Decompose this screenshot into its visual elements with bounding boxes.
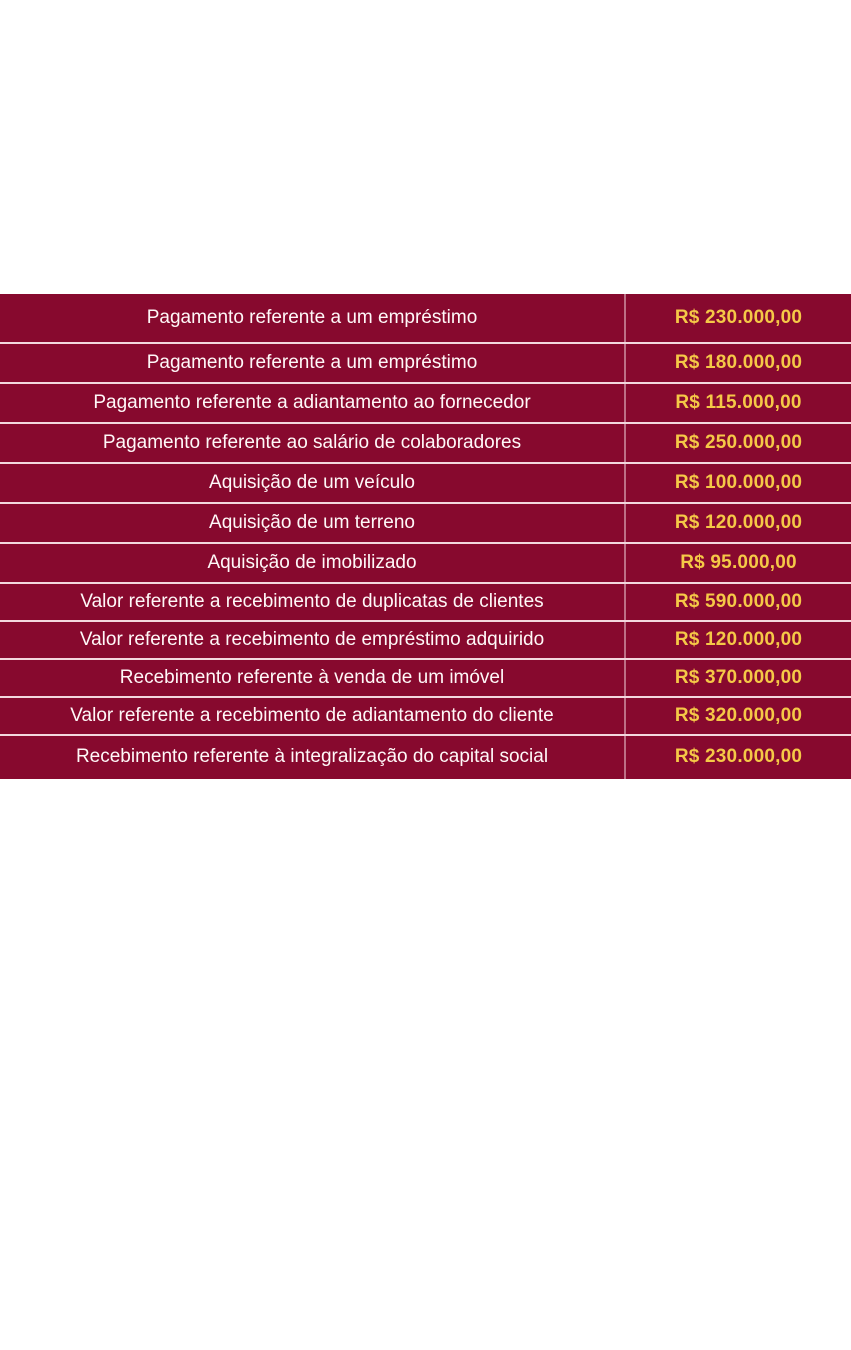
description-cell: Pagamento referente ao salário de colaboradores	[102, 431, 522, 453]
table-row	[0, 542, 851, 582]
description-cell: Pagamento referente a um empréstimo	[146, 306, 478, 328]
amount-cell: R$ 320.000,00	[624, 698, 851, 734]
table-row	[0, 502, 851, 542]
description-cell: Pagamento referente a adiantamento ao fornecedor	[93, 391, 531, 413]
amount-cell: R$ 95.000,00	[624, 544, 851, 582]
amount-cell: R$ 590.000,00	[624, 584, 851, 620]
description-cell: Valor referente a recebimento de adiantamento do cliente	[70, 704, 554, 726]
description-cell: Recebimento referente à venda de um imóvel	[119, 666, 505, 688]
description-cell: Aquisição de um terreno	[209, 511, 415, 533]
table-row	[0, 382, 851, 422]
table-row	[0, 342, 851, 382]
description-cell: Recebimento referente à integralização do capital social	[75, 746, 549, 768]
table-row	[0, 294, 851, 342]
amount-cell: R$ 230.000,00	[624, 736, 851, 779]
description-cell: Aquisição de um veículo	[209, 471, 415, 493]
table-row	[0, 582, 851, 620]
table-row	[0, 422, 851, 462]
description-cell: Valor referente a recebimento de duplicatas de clientes	[80, 590, 544, 612]
amount-cell: R$ 120.000,00	[624, 622, 851, 658]
amount-cell: R$ 100.000,00	[624, 464, 851, 502]
table-row	[0, 734, 851, 779]
description-cell: Valor referente a recebimento de empréstimo adquirido	[79, 628, 545, 650]
table-row	[0, 696, 851, 734]
amount-cell: R$ 180.000,00	[624, 344, 851, 382]
description-cell: Pagamento referente a um empréstimo	[146, 351, 478, 373]
table-row	[0, 658, 851, 696]
table-row	[0, 462, 851, 502]
amount-cell: R$ 370.000,00	[624, 660, 851, 696]
amount-cell: R$ 250.000,00	[624, 424, 851, 462]
payments-table	[0, 294, 851, 779]
amount-cell: R$ 230.000,00	[624, 294, 851, 342]
amount-cell: R$ 115.000,00	[624, 384, 851, 422]
description-cell: Aquisição de imobilizado	[207, 551, 417, 573]
table-row	[0, 620, 851, 658]
amount-cell: R$ 120.000,00	[624, 504, 851, 542]
